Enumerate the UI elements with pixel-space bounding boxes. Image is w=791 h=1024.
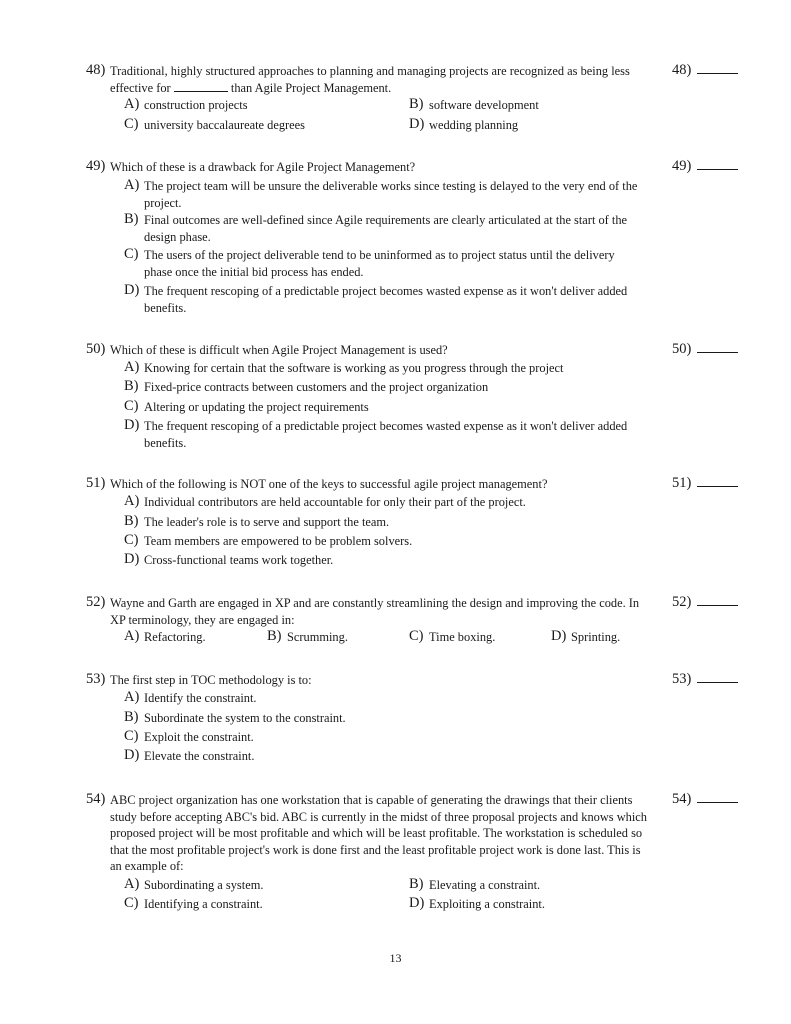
option-a[interactable]: A) Refactoring. — [124, 628, 206, 644]
question-number: 50) — [86, 341, 106, 357]
option-a[interactable]: A) construction projects — [124, 96, 248, 112]
option-d[interactable]: D) Sprinting. — [551, 628, 621, 644]
option-b[interactable]: B) Elevating a constraint. — [409, 876, 541, 892]
option-c[interactable]: C) Time boxing. — [409, 628, 496, 644]
answer-blank[interactable] — [697, 791, 738, 803]
answer-line[interactable]: 54) — [672, 791, 738, 808]
option-b[interactable]: B) Scrumming. — [267, 628, 348, 644]
question-number: 49) — [86, 158, 106, 174]
answer-blank[interactable] — [697, 594, 738, 606]
option-a[interactable]: A) The project team will be unsure the deliverable works since testing is delayed to the very end of the project. — [124, 177, 638, 210]
question-stem: Wayne and Garth are engaged in XP and are constantly streamlining the design and improving the code. In XP terminology, they are engaged in: — [110, 596, 640, 627]
option-b[interactable]: B) Subordinate the system to the constraint. — [124, 709, 346, 725]
question-stem: ABC project organization has one workstation that is capable of generating the drawings that their clients study before accepting ABC's bid. ABC is currently in the midst of three proposal projects and knows which proposed project will be most profitable and which will be least profitable. The workstation is scheduled so that the most profitable project's work is done first and the least profitable project work is done last. This is an example of: — [110, 793, 648, 873]
option-d[interactable]: D) The frequent rescoping of a predictable project becomes wasted expense as it won't deliver added benefits. — [124, 417, 628, 450]
answer-line[interactable]: 52) — [672, 594, 738, 611]
answer-line[interactable]: 50) — [672, 341, 738, 358]
answer-blank[interactable] — [697, 475, 738, 487]
page-number: 13 — [389, 951, 402, 965]
option-b[interactable]: B) software development — [409, 96, 539, 112]
fill-in-blank — [174, 80, 228, 92]
option-d[interactable]: D) Exploiting a constraint. — [409, 895, 545, 911]
answer-line[interactable]: 49) — [672, 158, 738, 175]
option-c[interactable]: C) Exploit the constraint. — [124, 728, 254, 744]
option-b[interactable]: B) Fixed-price contracts between customers and the project organization — [124, 378, 489, 394]
answer-line[interactable]: 51) — [672, 475, 738, 492]
question-number: 53) — [86, 671, 106, 687]
answer-blank[interactable] — [697, 158, 738, 170]
option-a[interactable]: A) Individual contributors are held accountable for only their part of the project. — [124, 493, 526, 509]
question-stem: Which of these is difficult when Agile Project Management is used? — [110, 343, 448, 357]
question-stem: The first step in TOC methodology is to: — [110, 673, 312, 687]
option-c[interactable]: C) university baccalaureate degrees — [124, 116, 305, 132]
answer-blank[interactable] — [697, 341, 738, 353]
answer-blank[interactable] — [697, 62, 738, 74]
question-stem: Traditional, highly structured approaches to planning and managing projects are recognized as being less effective for than Agile Project Management. — [110, 64, 630, 95]
option-a[interactable]: A) Knowing for certain that the software is working as you progress through the project — [124, 359, 564, 375]
option-d[interactable]: D) Elevate the constraint. — [124, 747, 255, 763]
option-b[interactable]: B) Final outcomes are well-defined since Agile requirements are clearly articulated at the start of the design phase. — [124, 211, 628, 244]
option-d[interactable]: D) The frequent rescoping of a predictable project becomes wasted expense as it won't deliver added benefits. — [124, 282, 628, 315]
question-stem: Which of the following is NOT one of the keys to successful agile project management? — [110, 477, 548, 491]
answer-line[interactable]: 48) — [672, 62, 738, 79]
option-b[interactable]: B) The leader's role is to serve and support the team. — [124, 513, 390, 529]
answer-blank[interactable] — [697, 671, 738, 683]
option-c[interactable]: C) The users of the project deliverable tend to be uninformed as to project status until the delivery phase once the initial bid process has ended. — [124, 246, 615, 279]
option-d[interactable]: D) Cross-functional teams work together. — [124, 551, 334, 567]
option-a[interactable]: A) Identify the constraint. — [124, 689, 257, 705]
answer-line[interactable]: 53) — [672, 671, 738, 688]
option-c[interactable]: C) Team members are empowered to be problem solvers. — [124, 532, 413, 548]
option-d[interactable]: D) wedding planning — [409, 116, 519, 132]
option-c[interactable]: C) Altering or updating the project requirements — [124, 398, 369, 414]
option-c[interactable]: C) Identifying a constraint. — [124, 895, 263, 911]
question-number: 54) — [86, 791, 106, 807]
question-number: 52) — [86, 594, 106, 610]
option-a[interactable]: A) Subordinating a system. — [124, 876, 264, 892]
question-stem: Which of these is a drawback for Agile Project Management? — [110, 160, 416, 174]
question-number: 48) — [86, 62, 106, 78]
question-number: 51) — [86, 475, 106, 491]
